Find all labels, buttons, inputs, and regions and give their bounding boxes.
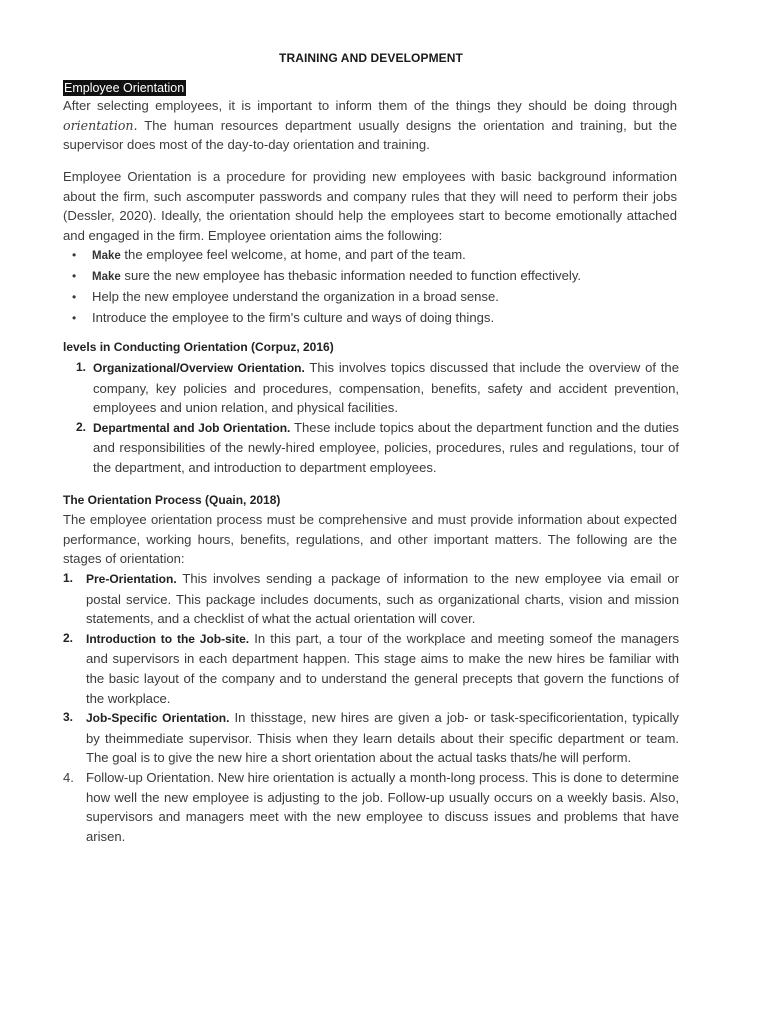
intro-text-b: The human resources department usually designs the orientation and training, but the supervisor does most of the day-to-day orientation and training.: [63, 117, 677, 153]
document-title: TRAINING AND DEVELOPMENT: [279, 51, 463, 65]
intro-text-a: After selecting employees, it is important to inform them of the things they should be doing through: [63, 98, 677, 113]
list-item: 2. Departmental and Job Orientation. These include topics about the department function and the duties and responsibilities of the newly-hired employee, policies, procedures, rules and regulations, tour of the department, and introduction to department employees.: [76, 419, 679, 475]
orientation-definition-paragraph: Employee Orientation is a procedure for providing new employees with basic background information about the firm, such ascomputer passwords and company rules that they will need to perform their jobs (Dessler, 2020). Ideally, the orientation should help the employees start to become emotionally attached and engaged in the firm. Employee orientation aims the following:: [63, 169, 677, 243]
list-item: 1. Pre-Orientation. This involves sending a package of information to the new employee via email or postal service. This package includes documents, such as organizational charts, vision and mission statements, and a checklist of what the actual orientation will cover.: [63, 571, 679, 627]
list-item: 3. Job-Specific Orientation. In thisstage, new hires are given a job- or task-specificorientation, typically by theimmediate supervisor. Thisis when they learn details about their specific department or team. The goal is to give the new hire a short orientation about the actual tasks thats/he will perform.: [63, 710, 679, 766]
list-item: • Make sure the new employee has thebasic information needed to function effectively.: [63, 266, 677, 287]
intro-italic-term: orientation.: [63, 117, 138, 133]
process-intro-paragraph: The employee orientation process must be comprehensive and must provide information about expected performance, working hours, benefits, regulations, and other important matters. The following are the stages of orientation:: [63, 512, 677, 567]
list-item: • Introduce the employee to the firm's culture and ways of doing things.: [63, 308, 677, 328]
list-item: 2. Introduction to the Job-site. In this part, a tour of the workplace and meeting someof the managers and supervisors in each department happen. This stage aims to make the new hires be familiar with the basic layout of the company and to understand the general precepts that govern the functions of the workplace.: [63, 630, 679, 706]
levels-heading: levels in Conducting Orientation (Corpuz, 2016): [63, 340, 334, 354]
process-heading: The Orientation Process (Quain, 2018): [63, 493, 281, 507]
employee-orientation-heading[interactable]: Employee Orientation: [64, 81, 185, 95]
list-item: • Make the employee feel welcome, at home, and part of the team.: [63, 245, 677, 266]
levels-list: [63, 358, 679, 478]
list-item: 4. Follow-up Orientation. New hire orientation is actually a month-long process. This is done to determine how well the new employee is adjusting to the job. Follow-up usually occurs on a weekly basis. Also, supervisors and managers meet with the new employee to discuss issues and problems that have arisen.: [63, 769, 679, 844]
orientation-intro-paragraph: [63, 96, 677, 155]
orientation-aims-list: [63, 245, 677, 328]
list-item: 1. Organizational/Overview Orientation. This involves topics discussed that include the overview of the company, key policies and procedures, compensation, benefits, safety and accident prevention, employees and union relation, and physical facilities.: [76, 360, 680, 416]
list-item: • Help the new employee understand the organization in a broad sense.: [63, 287, 677, 307]
process-stages-list: [63, 569, 679, 846]
